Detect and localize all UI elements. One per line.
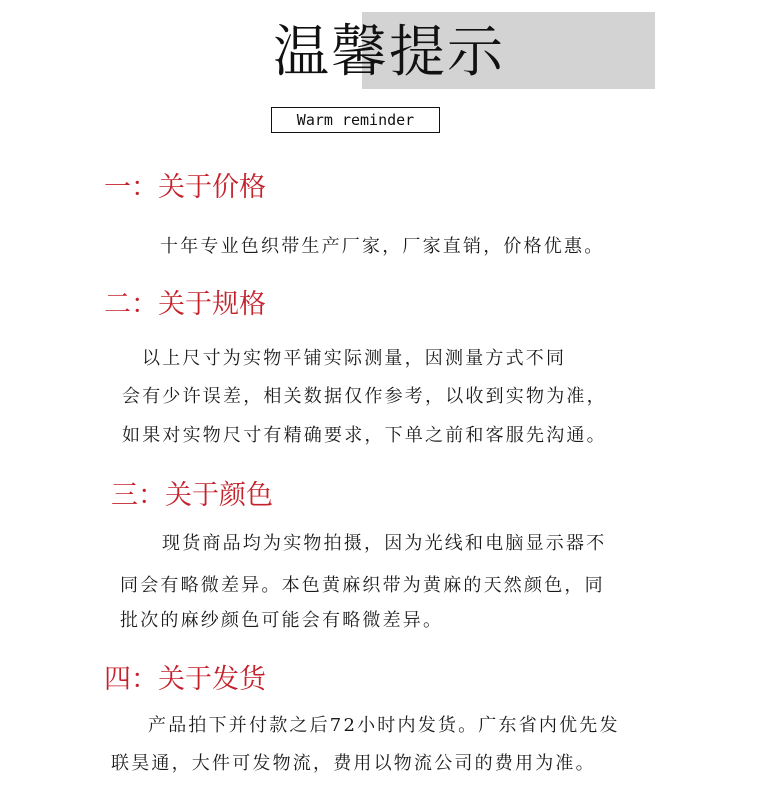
section-heading-color: 三：关于颜色 bbox=[111, 480, 273, 511]
section-shipping-line-2: 联昊通，大件可发物流，费用以物流公司的费用为准。 bbox=[111, 753, 596, 774]
section-color-line-2: 同会有略微差异。本色黄麻织带为黄麻的天然颜色，同 bbox=[120, 575, 605, 596]
section-heading-price: 一：关于价格 bbox=[104, 172, 266, 203]
section-specs-line-1: 以上尺寸为实物平铺实际测量，因测量方式不同 bbox=[142, 348, 567, 369]
subtitle-box: Warm reminder bbox=[271, 107, 440, 133]
section-specs-line-2: 会有少许误差，相关数据仅作参考，以收到实物为准， bbox=[122, 386, 607, 407]
section-heading-specs: 二：关于规格 bbox=[104, 289, 266, 320]
section-specs-line-3: 如果对实物尺寸有精确要求，下单之前和客服先沟通。 bbox=[122, 425, 607, 446]
section-price-line-1: 十年专业色织带生产厂家，厂家直销，价格优惠。 bbox=[160, 236, 605, 257]
page-title: 温馨提示 bbox=[273, 20, 505, 85]
section-heading-shipping: 四：关于发货 bbox=[104, 664, 266, 695]
section-color-line-1: 现货商品均为实物拍摄，因为光线和电脑显示器不 bbox=[162, 533, 607, 554]
section-color-line-3: 批次的麻纱颜色可能会有略微差异。 bbox=[120, 610, 444, 631]
section-shipping-line-1: 产品拍下并付款之后72小时内发货。广东省内优先发 bbox=[148, 715, 620, 736]
